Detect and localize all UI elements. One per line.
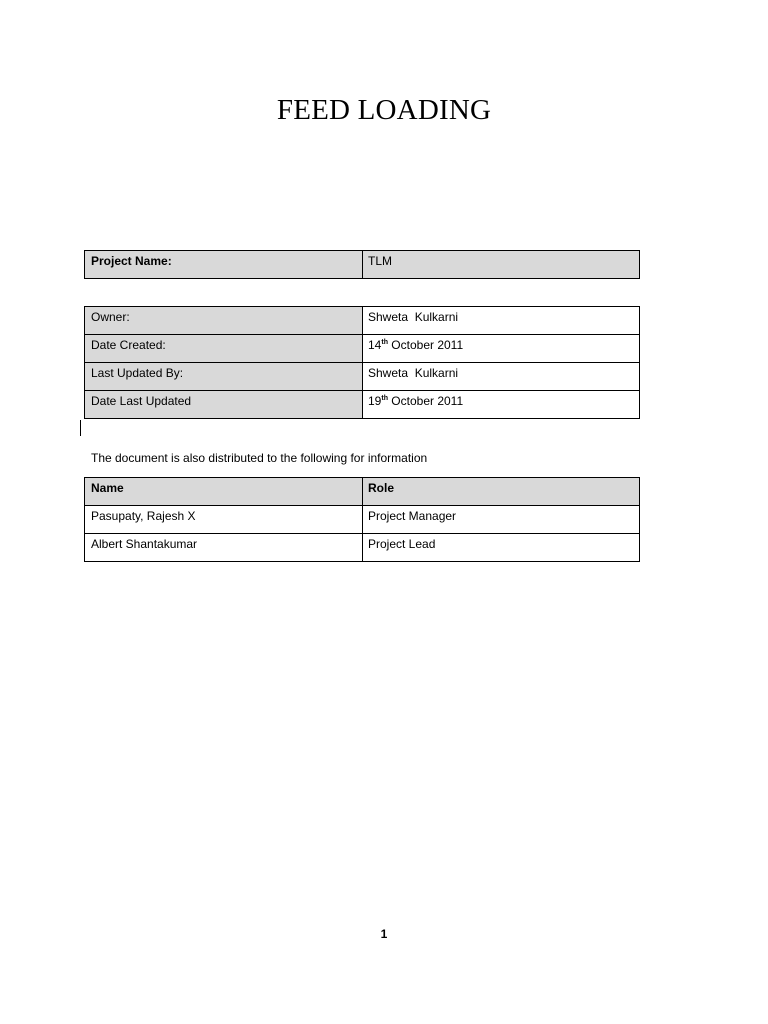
page-number: 1 [380,927,388,941]
owner-value: Shweta Kulkarni [363,307,640,335]
distribution-note: The document is also distributed to the following for information [91,451,428,465]
table-row [85,251,640,279]
table-row [85,363,640,391]
distribution-role-cell: Project Lead [363,534,640,562]
date-last-updated-suffix: th [381,395,388,402]
last-updated-by-value: Shweta Kulkarni [363,363,640,391]
date-last-updated-label: Date Last Updated [85,391,363,419]
project-name-label: Project Name: [85,251,363,279]
distribution-role-cell: Project Manager [363,506,640,534]
distribution-name-cell: Albert Shantakumar [85,534,363,562]
distribution-name-cell: Pasupaty, Rajesh X [85,506,363,534]
table-row [85,391,640,419]
table-row [85,307,640,335]
table-row [85,534,640,562]
text-cursor [80,420,81,436]
table-header-row [85,478,640,506]
distribution-table [84,477,640,562]
project-name-table [84,250,640,279]
date-created-rest: October 2011 [387,338,464,352]
table-row [85,506,640,534]
date-last-updated-value [363,391,640,419]
date-created-label: Date Created: [85,335,363,363]
document-title: FEED LOADING [276,94,492,126]
column-header-name: Name [85,478,363,506]
project-name-value: TLM [363,251,640,279]
date-created-value [363,335,640,363]
owner-label: Owner: [85,307,363,335]
date-created-suffix: th [381,339,388,346]
column-header-role: Role [363,478,640,506]
date-last-updated-day: 19 [368,394,382,408]
date-last-updated-rest: October 2011 [387,394,464,408]
table-row [85,335,640,363]
document-meta-table [84,306,640,419]
last-updated-by-label: Last Updated By: [85,363,363,391]
date-created-day: 14 [368,338,382,352]
